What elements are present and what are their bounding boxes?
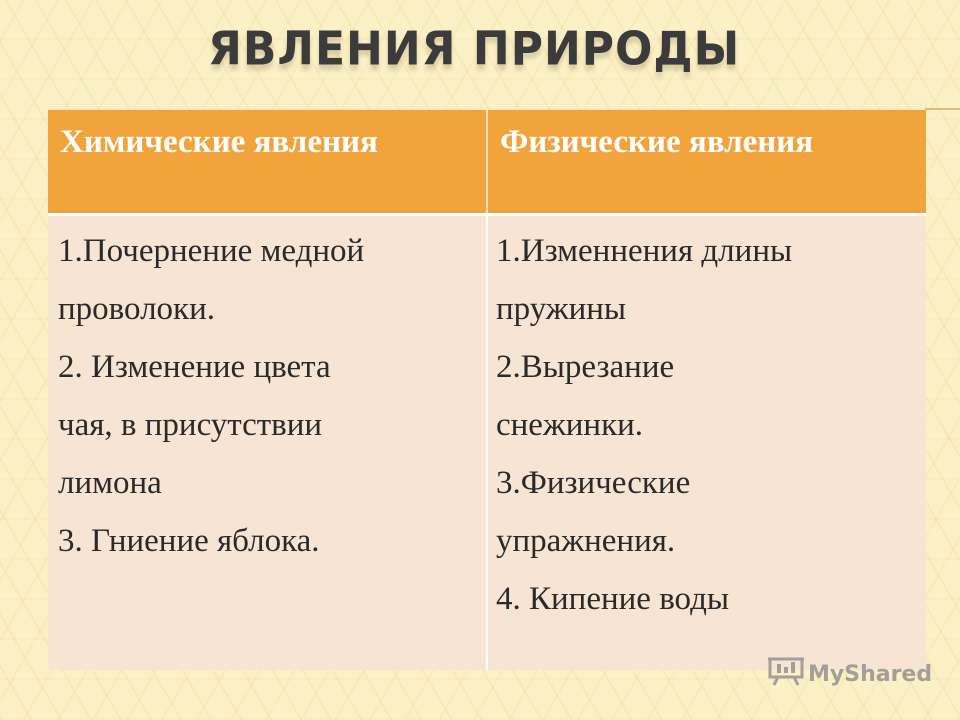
presentation-board-icon bbox=[768, 656, 804, 692]
physical-line: 3.Физические bbox=[496, 465, 691, 501]
chemical-line: 2. Изменение цвета bbox=[58, 349, 331, 385]
decorative-line bbox=[925, 108, 960, 110]
physical-line: 2.Вырезание bbox=[496, 349, 675, 385]
chemical-line: 3. Гниение яблока. bbox=[58, 523, 320, 559]
physical-line: упражнения. bbox=[496, 523, 676, 559]
chemical-line: 1.Почернение медной bbox=[58, 233, 365, 269]
header-chemical: Химические явления bbox=[48, 110, 486, 213]
cell-chemical-examples bbox=[48, 213, 486, 670]
chemical-line: лимона bbox=[58, 465, 162, 501]
header-physical: Физические явления bbox=[486, 110, 926, 213]
chemical-line: чая, в присутствии bbox=[58, 407, 323, 443]
physical-line: 1.Изменнения длины bbox=[496, 233, 793, 269]
watermark-text: MyShared bbox=[808, 661, 933, 687]
chemical-line: проволоки. bbox=[58, 291, 215, 327]
physical-line: пружины bbox=[496, 291, 627, 327]
cell-physical-examples bbox=[486, 213, 926, 670]
phenomena-table bbox=[48, 110, 926, 670]
watermark bbox=[768, 657, 932, 691]
physical-line: 4. Кипение воды bbox=[496, 581, 730, 617]
physical-line: снежинки. bbox=[496, 407, 644, 443]
page-title: ЯВЛЕНИЯ ПРИРОДЫ bbox=[208, 22, 741, 77]
